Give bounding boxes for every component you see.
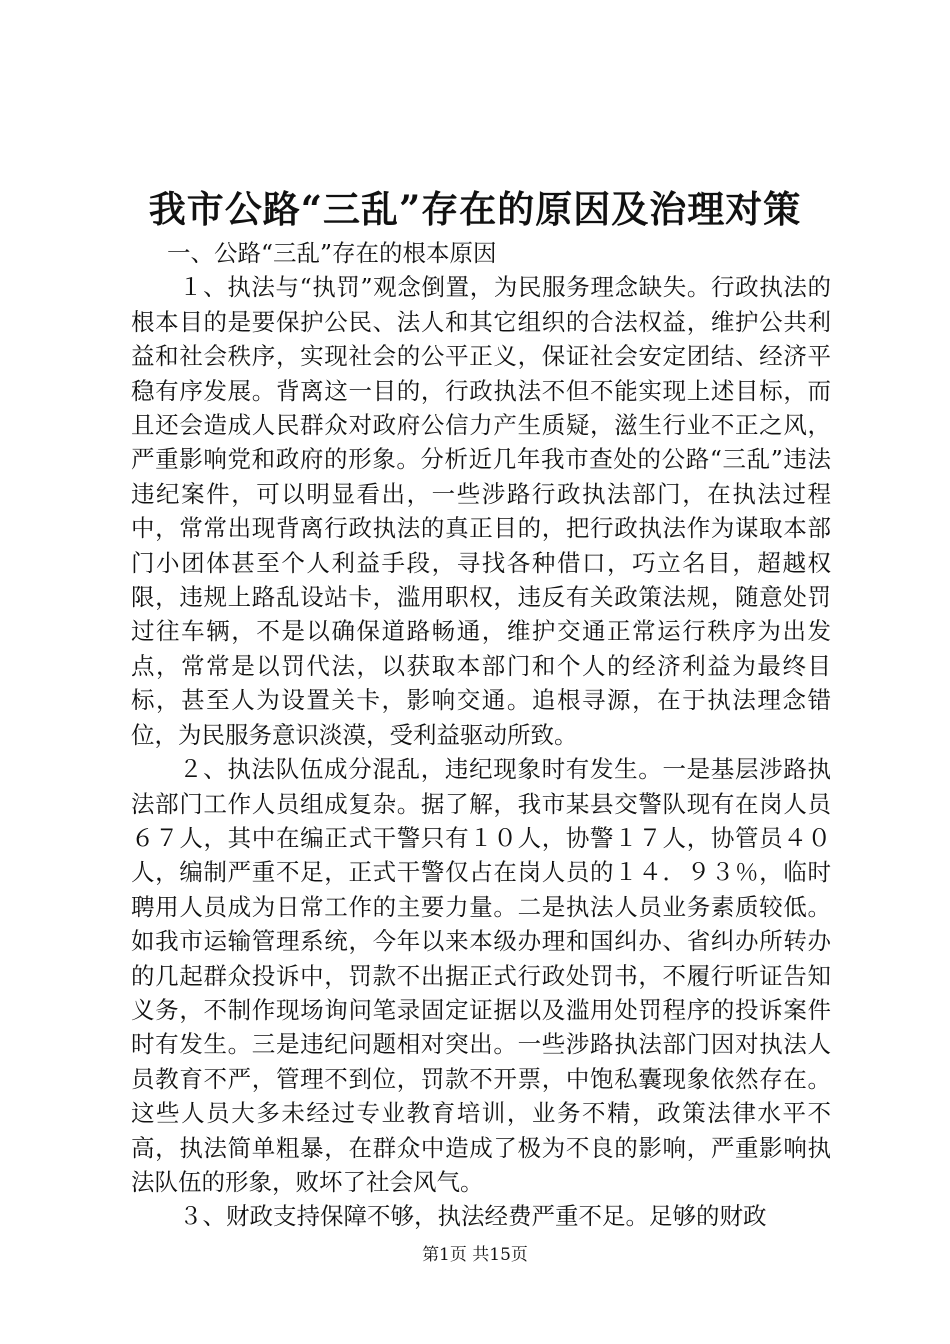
document-body [131, 236, 831, 1234]
document-title: 我市公路“三乱”存在的原因及治理对策 [148, 187, 802, 231]
section-heading: 一、公路“三乱”存在的根本原因 [167, 239, 497, 267]
paragraph-3: ３、财政支持保障不够，执法经费严重不足。足够的财政 [179, 1202, 767, 1231]
page-number-footer: 第1页 共15页 [422, 1245, 528, 1265]
paragraph-2: ２、执法队伍成分混乱，违纪现象时有发生。一是基层涉路执法部门工作人员组成复杂。据了解，我市某县交警队现有在岗人员６７人，其中在编正式干警只有１０人，协警１７人，协管员４０人，编制严重不足，正式干警仅占在岗人员的１４．９３％，临时聘用人员成为日常工作的主要力量。二是执法人员业务素质较低。如我市运输管理系统，今年以来本级办理和国纠办、省纠办所转办的几起群众投诉中，罚款不出据正式行政处罚书，不履行听证告知义务，不制作现场询问笔录固定证据以及滥用处罚程序的投诉案件时有发生。三是违纪问题相对突出。一些涉路执法部门因对执法人员教育不严，管理不到位，罚款不开票，中饱私囊现象依然存在。这些人员大多未经过专业教育培训，业务不精，政策法律水平不高，执法简单粗暴，在群众中造成了极为不良的影响，严重影响执法队伍的形象，败坏了社会风气。 [131, 755, 831, 1196]
paragraph-1: １、执法与“执罚”观念倒置，为民服务理念缺失。行政执法的根本目的是要保护公民、法人和其它组织的合法权益，维护公共利益和社会秩序，实现社会的公平正义，保证社会安定团结、经济平稳有序发展。背离这一目的，行政执法不但不能实现上述目标，而且还会造成人民群众对政府公信力产生质疑，滋生行业不正之风，严重影响党和政府的形象。分析近几年我市查处的公路“三乱”违法违纪案件，可以明显看出，一些涉路行政执法部门，在执法过程中，常常出现背离行政执法的真正目的，把行政执法作为谋取本部门小团体甚至个人利益手段，寻找各种借口，巧立名目，超越权限，违规上路乱设站卡，滥用职权，违反有关政策法规，随意处罚过往车辆，不是以确保道路畅通，维护交通正常运行秩序为出发点，常常是以罚代法，以获取本部门和个人的经济利益为最终目标，甚至人为设置关卡，影响交通。追根寻源，在于执法理念错位，为民服务意识淡漠，受利益驱动所致。 [131, 273, 831, 749]
